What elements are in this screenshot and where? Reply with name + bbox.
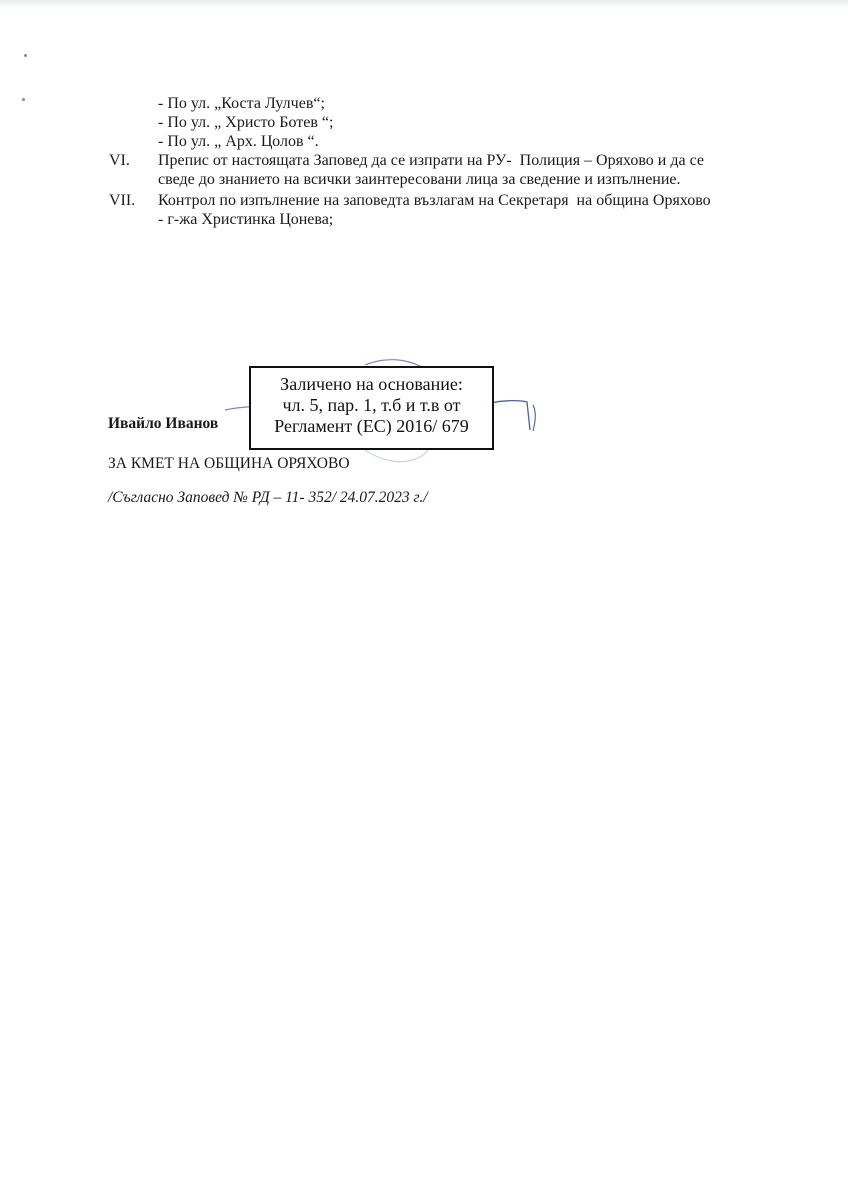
section-text-line: Препис от настоящата Заповед да се изпрати на РУ- Полиция – Оряхово и да се [158, 152, 704, 169]
scan-dust-mark [24, 54, 27, 57]
section-text-line: - г-жа Христинка Цонева; [158, 211, 334, 228]
street-item: - По ул. „ Арх. Цолов “. [158, 133, 319, 150]
street-item: - По ул. „Коста Лулчев“; [158, 95, 325, 112]
redaction-line: Регламент (ЕС) 2016/ 679 [274, 416, 469, 436]
section-text-line: сведе до знанието на всички заинтересовани лица за сведение и изпълнение. [158, 171, 681, 188]
section-numeral: VII. [109, 192, 136, 209]
section-text-line: Контрол по изпълнение на заповедта възлагам на Секретаря на община Оряхово [158, 192, 711, 209]
redaction-line: Заличено на основание: [280, 374, 463, 394]
redaction-notice [249, 366, 494, 450]
section-numeral: VI. [109, 152, 130, 169]
signer-title: ЗА КМЕТ НА ОБЩИНА ОРЯХОВО [108, 455, 350, 472]
signer-name: Ивайло Иванов [108, 415, 219, 432]
redaction-line: чл. 5, пар. 1, т.б и т.в от [282, 395, 461, 415]
order-reference: /Съгласно Заповед № РД – 11- 352/ 24.07.2023 г./ [108, 489, 428, 506]
scan-top-edge [0, 0, 848, 8]
street-item: - По ул. „ Христо Ботев “; [158, 114, 334, 131]
scan-dust-mark [22, 98, 25, 101]
